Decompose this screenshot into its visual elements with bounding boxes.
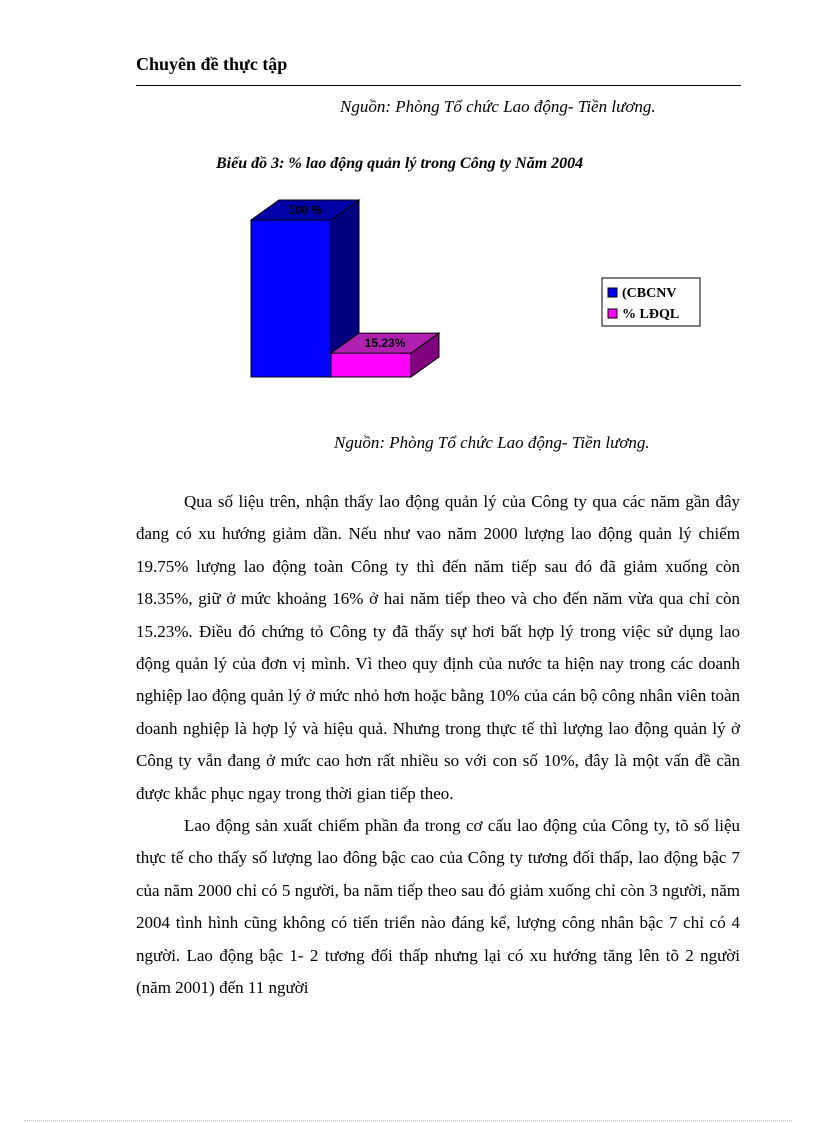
chart bbox=[240, 190, 720, 390]
data-label-2: 15.23% bbox=[364, 336, 406, 351]
legend-swatch-1 bbox=[608, 288, 617, 297]
page-bottom-divider bbox=[24, 1120, 792, 1121]
paragraph-1: Qua số liệu trên, nhận thấy lao động quản lý của Công ty qua các năm gần đây đang có xu hướng giảm dần. Nếu như vao năm 2000 lượng lao động quản lý chiếm 19.75% lượng lao động toàn Công ty thì đến năm tiếp sau đó đã giảm xuống còn 18.35%, giữ ở mức khoảng 16% ở hai năm tiếp theo và cho đến năm vừa qua chỉ còn 15.23%. Điều đó chứng tỏ Công ty đã thấy sự hơi bất hợp lý trong việc sử dụng lao động quản lý của đơn vị mình. Vì theo quy định của nước ta hiện nay trong các doanh nghiệp lao động quản lý ở mức nhỏ hơn hoặc bằng 10% của cán bộ công nhân viên toàn doanh nghiệp là hợp lý và hiệu quả. Nhưng trong thực tế thì lượng lao động quản lý ở Công ty vẫn đang ở mức cao hơn rất nhiều so với con số 10%, đây là một vấn đề cần được khắc phục ngay trong thời gian tiếp theo. bbox=[136, 492, 740, 803]
data-label-1: 100 % bbox=[287, 203, 323, 217]
header-divider bbox=[136, 85, 741, 86]
legend-label-2: % LĐQL bbox=[622, 307, 680, 322]
bar-chart-svg bbox=[240, 190, 720, 390]
page-header-title: Chuyên đề thực tập bbox=[136, 54, 288, 74]
bar-front-1 bbox=[251, 220, 331, 377]
legend-swatch-2 bbox=[608, 309, 617, 318]
paragraph-2: Lao động sản xuất chiếm phần đa trong cơ cấu lao động của Công ty, tõ số liệu thực tế cho thấy số lượng lao đông bậc cao của Công ty tương đối thấp, lao động bậc 7 của năm 2000 chỉ có 5 người, ba năm tiếp theo sau đó giảm xuống chỉ còn 3 người, năm 2004 tình hình cũng không có tiến triển nào đáng kể, lượng công nhân bậc 7 chỉ có 4 người. Lao động bậc 1- 2 tương đối thấp nhưng lại có xu hướng tăng lên tõ 2 người (năm 2001) đến 11 người bbox=[136, 816, 740, 998]
body-text bbox=[136, 486, 740, 1005]
source-note-bottom: Nguồn: Phòng Tổ chức Lao động- Tiền lương. bbox=[334, 433, 650, 452]
source-note-top: Nguồn: Phòng Tổ chức Lao động- Tiền lương. bbox=[340, 97, 656, 116]
legend-label-1: (CBCNV bbox=[622, 286, 677, 301]
chart-title: Biểu đồ 3: % lao động quản lý trong Công ty Năm 2004 bbox=[216, 155, 584, 172]
bar-front-2 bbox=[331, 353, 411, 377]
